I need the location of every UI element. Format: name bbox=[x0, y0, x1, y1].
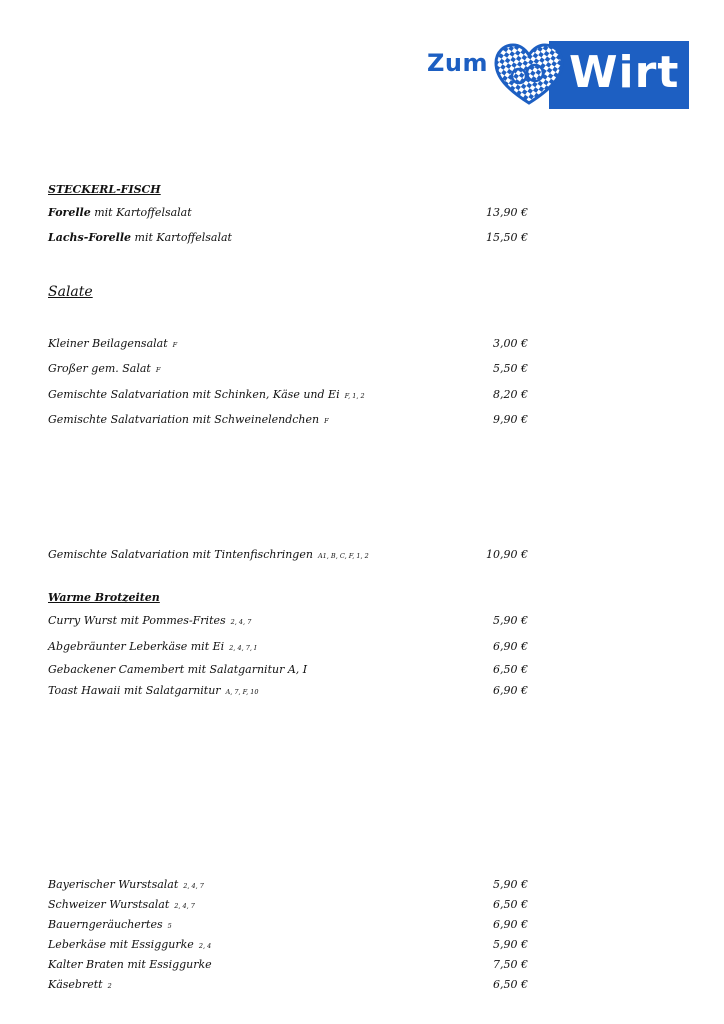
menu-item bbox=[48, 684, 528, 700]
item-price: 6,50 € bbox=[493, 978, 528, 991]
menu-item bbox=[48, 362, 528, 378]
item-allergens: F bbox=[155, 366, 161, 374]
section-title-steckerl-fisch: STECKERL-FISCH bbox=[48, 183, 161, 196]
item-allergens: 2, 4, 7 bbox=[183, 882, 204, 890]
item-name: Schweizer Wurstsalat bbox=[48, 898, 170, 911]
item-price: 3,00 € bbox=[493, 337, 528, 350]
item-price: 10,90 € bbox=[486, 548, 528, 561]
section-title-warme-brotzeiten: Warme Brotzeiten bbox=[48, 591, 160, 604]
item-name: Leberkäse mit Essiggurke bbox=[48, 938, 194, 951]
heart-icon bbox=[493, 43, 565, 107]
menu-item bbox=[48, 413, 528, 429]
item-allergens: F bbox=[324, 417, 329, 425]
logo-word-zum: Zum bbox=[427, 49, 488, 77]
item-price: 13,90 € bbox=[486, 206, 528, 219]
item-allergens: F, 1, 2 bbox=[344, 392, 365, 400]
item-name: Großer gem. Salat bbox=[48, 362, 151, 375]
menu-item bbox=[48, 898, 528, 914]
item-price: 6,90 € bbox=[493, 640, 528, 653]
item-name: Kleiner Beilagensalat bbox=[48, 337, 168, 350]
item-name: Bauerngeräuchertes bbox=[48, 918, 163, 931]
item-name: Bayerischer Wurstsalat bbox=[48, 878, 179, 891]
item-name-bold: Forelle bbox=[48, 206, 91, 219]
menu-item bbox=[48, 938, 528, 954]
item-allergens: 2, 4, 7, I bbox=[229, 644, 257, 652]
item-name: Gemischte Salatvariation mit Schweinelendchen bbox=[48, 413, 320, 426]
item-name: Curry Wurst mit Pommes-Frites bbox=[48, 614, 226, 627]
item-allergens: A, 7, F, 10 bbox=[225, 688, 259, 696]
menu-item bbox=[48, 614, 528, 630]
menu-item bbox=[48, 878, 528, 894]
item-name-bold: Lachs-Forelle bbox=[48, 231, 132, 244]
item-price: 5,90 € bbox=[493, 938, 528, 951]
zum-wirt-logo bbox=[423, 41, 689, 109]
item-price: 6,50 € bbox=[493, 898, 528, 911]
item-name: Käsebrett bbox=[48, 978, 103, 991]
menu-item bbox=[48, 663, 528, 679]
menu-item bbox=[48, 337, 528, 353]
item-allergens: F bbox=[172, 341, 178, 349]
item-name: Gemischte Salatvariation mit Tintenfischringen bbox=[48, 548, 313, 561]
item-name: Toast Hawaii mit Salatgarnitur bbox=[48, 684, 221, 697]
item-name: Gebackener Camembert mit Salatgarnitur A, I bbox=[48, 663, 308, 676]
item-price: 9,90 € bbox=[493, 413, 528, 426]
menu-item bbox=[48, 918, 528, 934]
item-name: mit Kartoffelsalat bbox=[131, 231, 232, 244]
menu-item bbox=[48, 640, 528, 656]
item-allergens: 2 bbox=[107, 982, 112, 990]
menu-item bbox=[48, 206, 528, 222]
item-allergens: A1, B, C, F, 1, 2 bbox=[317, 552, 369, 560]
menu-item bbox=[48, 231, 528, 247]
item-price: 7,50 € bbox=[493, 958, 528, 971]
item-price: 6,90 € bbox=[493, 684, 528, 697]
item-price: 5,90 € bbox=[493, 614, 528, 627]
section-title-salate: Salate bbox=[48, 284, 93, 300]
item-price: 6,50 € bbox=[493, 663, 528, 676]
item-name: Kalter Braten mit Essiggurke bbox=[48, 958, 212, 971]
item-allergens: 2, 4 bbox=[198, 942, 212, 950]
item-price: 8,20 € bbox=[493, 388, 528, 401]
menu-item bbox=[48, 978, 528, 994]
logo-word-wirt: Wirt bbox=[569, 47, 680, 98]
item-price: 15,50 € bbox=[486, 231, 528, 244]
menu-item bbox=[48, 388, 528, 404]
item-allergens: 2, 4, 7 bbox=[174, 902, 195, 910]
item-allergens: 2, 4, 7 bbox=[230, 618, 252, 626]
item-price: 5,50 € bbox=[493, 362, 528, 375]
menu-item bbox=[48, 958, 528, 974]
menu-item bbox=[48, 548, 528, 564]
item-name: Gemischte Salatvariation mit Schinken, Käse und Ei bbox=[48, 388, 340, 401]
item-price: 6,90 € bbox=[493, 918, 528, 931]
item-allergens: 5 bbox=[167, 922, 172, 930]
item-name: mit Kartoffelsalat bbox=[90, 206, 192, 219]
item-name: Abgebräunter Leberkäse mit Ei bbox=[48, 640, 225, 653]
item-price: 5,90 € bbox=[493, 878, 528, 891]
